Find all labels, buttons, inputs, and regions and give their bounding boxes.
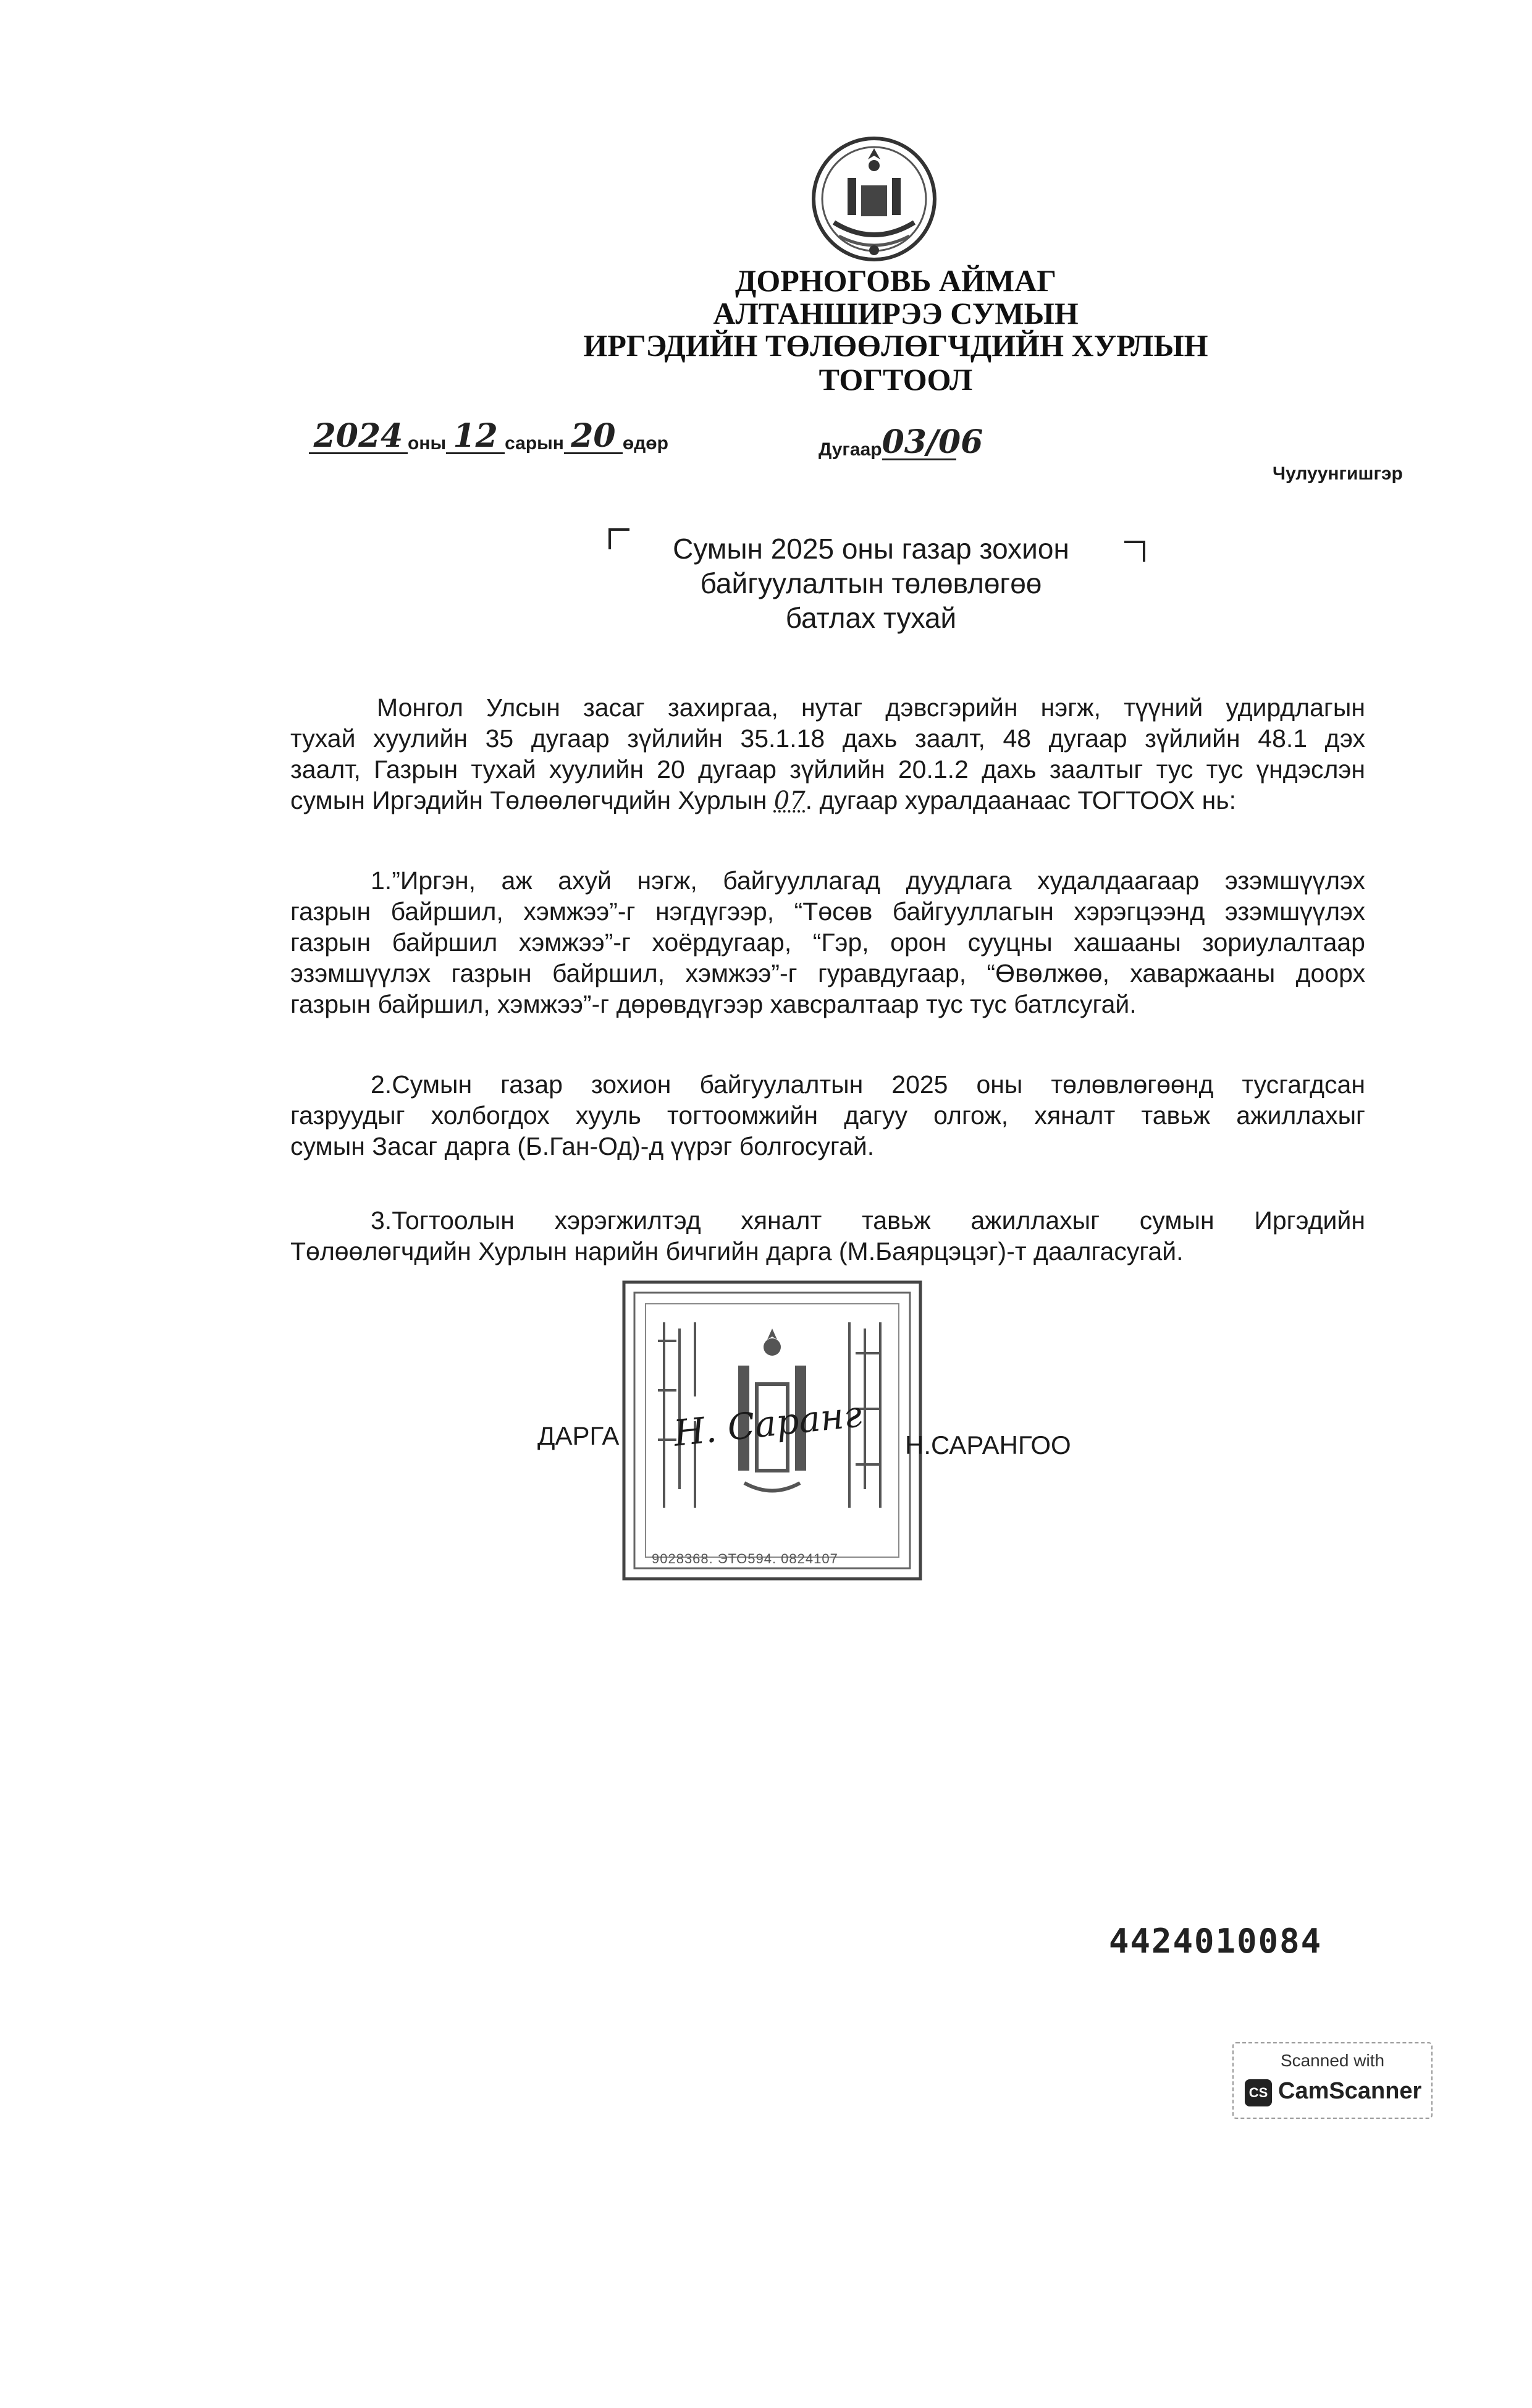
scanner-badge — [1232, 2042, 1433, 2119]
scanner-caption: Scanned with — [1280, 2051, 1385, 2070]
stamp-code: 9028368. ЭТО594. 0824107 — [652, 1551, 838, 1566]
header-sum: АЛТАНШИРЭЭ СУМЫН — [713, 296, 1079, 331]
scanner-brand: CamScanner — [1278, 2078, 1422, 2104]
text-line: тухай хуулийн 35 дугаар зүйлийн 35.1.18 дахь заалт, 48 дугаар зүйлийн 48.1 дэх — [290, 724, 1365, 753]
text-line: Монгол Улсын засаг захиргаа, нутаг дэвсгэрийн нэгж, түүний удирдлагын — [377, 693, 1365, 722]
title-line: Сумын 2025 оны газар зохион — [673, 533, 1069, 565]
date-year-suffix: оны — [408, 433, 447, 454]
serial-number: 4424010084 — [1109, 1922, 1323, 1961]
text-line: сумын Иргэдийн Төлөөлөгчдийн Хурлын 07. дугаар хуралдаанаас ТОГТООХ нь: — [290, 786, 1237, 815]
text-line: газрын байршил, хэмжээ”-г дөрөвдүгээр хавсралтаар тус тус батлсугай. — [290, 990, 1137, 1018]
camscanner-logo-icon: CS — [1245, 2079, 1272, 2106]
title-bracket-right — [1124, 541, 1145, 562]
text-line: заалт, Газрын тухай хуулийн 20 дугаар зүйлийн 20.1.2 дахь заалтыг тус тус үндэслэн — [290, 755, 1365, 784]
resolution-item-1 — [290, 865, 1365, 1020]
preamble-paragraph — [290, 692, 1365, 816]
resolution-number — [819, 423, 983, 461]
text-line: газрын байршил, хэмжээ”-г нэгдүгээр, “Төсөв байгууллагын хэрэгцээнд эзэмшүүлэх — [290, 897, 1365, 926]
text-line: 3.Тогтоолын хэрэгжилтэд хяналт тавьж ажиллахыг сумын Иргэдийн — [371, 1206, 1365, 1235]
number-field: 03/06 — [882, 423, 983, 461]
text-line: Төлөөлөгчдийн Хурлын нарийн бичгийн дарга (М.Баярцэцэг)-т даалгасугай. — [290, 1237, 1184, 1265]
title-line: батлах тухай — [785, 602, 957, 634]
signatory-name: Н.САРАНГОО — [905, 1430, 1071, 1460]
text-line: 2.Сумын газар зохион байгуулалтын 2025 оны төлөвлөгөөнд тусгагдсан — [371, 1070, 1365, 1099]
header-council: ИРГЭДИЙН ТӨЛӨӨЛӨГЧДИЙН ХУРЛЫН — [583, 328, 1208, 363]
title-line: байгуулалтын төлөвлөгөө — [700, 567, 1042, 599]
text-line: газруудыг холбогдох хууль тогтоомжийн дагуу олгож, хяналт тавьж ажиллахыг — [290, 1101, 1365, 1130]
place-name: Чулуунгишгэр — [1273, 463, 1403, 484]
date-month-field: 12 — [446, 420, 505, 454]
text-line: эзэмшүүлэх газрын байршил, хэмжээ”-г гуравдугаар, “Өвөлжөө, хаваржааны доорх — [290, 959, 1365, 987]
date-day-field: 20 — [564, 420, 623, 454]
date-year-field: 2024 — [309, 420, 408, 454]
resolution-item-3 — [290, 1205, 1365, 1267]
date-month-suffix: сарын — [505, 433, 564, 454]
text-line: сумын Засаг дарга (Б.Ган-Од)-д үүрэг болгосугай. — [290, 1132, 875, 1160]
resolution-date — [309, 417, 668, 455]
number-label: Дугаар — [819, 439, 882, 460]
resolution-title — [618, 531, 1124, 635]
document-type: ТОГТООЛ — [819, 362, 973, 397]
header-aimag: ДОРНОГОВЬ АЙМАГ — [734, 263, 1057, 298]
handwritten-signature: Н. Саранг — [671, 1393, 864, 1455]
text-line: газрын байршил хэмжээ”-г хоёрдугаар, “Гэр, орон сууцны хашааны зориулалтаар — [290, 928, 1365, 957]
signatory-role: ДАРГА — [537, 1421, 620, 1450]
state-emblem-icon — [809, 130, 939, 272]
date-day-suffix: өдөр — [622, 433, 668, 454]
text-line: 1.”Иргэн, аж ахуй нэгж, байгууллагад дуудлага худалдаагаар эзэмшүүлэх — [371, 866, 1365, 895]
session-number: 07 — [773, 787, 806, 815]
resolution-item-2 — [290, 1069, 1365, 1162]
